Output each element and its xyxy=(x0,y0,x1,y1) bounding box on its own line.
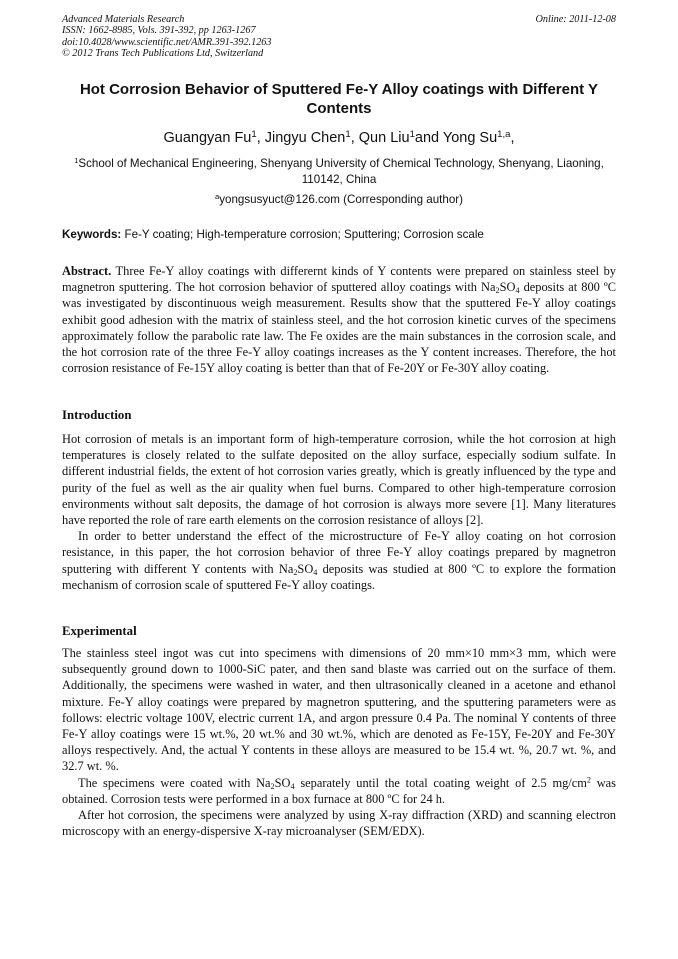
abstract-text: Three Fe-Y alloy coatings with differernt kinds of Y contents were prepared on stainless steel by magnetron sputtering. The hot corrosion behavior of sputtered alloy coatings with Na xyxy=(62,264,616,295)
email-mark: a xyxy=(214,191,220,201)
keywords xyxy=(62,228,616,242)
affiliation-mark: 1 xyxy=(74,155,79,165)
abstract-text: deposits at 800 ºC was investigated by discontinuous weigh measurement. Results show that the sputtered Fe-Y alloy coatings exhibit good adhesion with the matrix of stainless steel, and the hot corrosion kinetic curves of the specimens approximately follow the parabolic rate law. The Fe oxides are the main substances in the corrosion scale, and the hot corrosion rate of the three Fe-Y alloy coatings increases as the Y content increases. Therefore, the hot corrosion resistance of Fe-15Y alloy coating is better than that of Fe-20Y or Fe-30Y alloy coating. xyxy=(62,280,616,376)
subscript: 2 xyxy=(270,781,275,791)
affiliation-text: School of Mechanical Engineering, Shenyang University of Chemical Technology, Shenyang, Liaoning, 110142, China xyxy=(78,157,604,186)
text-run: separately until the total coating weight of 2.5 mg/cm xyxy=(294,775,587,790)
author-list xyxy=(62,129,616,147)
paragraph: Hot corrosion of metals is an important form of high-temperature corrosion, while the hot corrosion at high temperatures is closely related to the sulfate deposited on the alloy surface, especially sodium sulfate. In different industrial fields, the extent of hot corrosion varies greatly, which is greatly influenced by the type and purity of the fuel as well as the air quality when fuel burns. Compared to other high-temperature corrosion environments without salt deposits, the damage of hot corrosion is always more severe [1]. Many literatures have reported the role of rare earth elements on the corrosion resistance of alloys [2]. xyxy=(62,432,616,528)
author-name: Yong Su xyxy=(442,130,498,146)
author-affil-mark: 1 xyxy=(345,128,351,140)
keywords-label: Keywords: xyxy=(62,228,122,241)
author-separator: , xyxy=(510,130,515,146)
issn-line: ISSN: 1662-8985, Vols. 391-392, pp 1263-1267 xyxy=(62,25,256,37)
text-run: was obtained. Corrosion tests were performed in a box furnace at 800 ºC for 24 h. xyxy=(62,775,616,806)
author-name: Jingyu Chen xyxy=(264,130,346,146)
abstract-text: SO xyxy=(499,280,516,295)
keywords-text: Fe-Y coating; High-temperature corrosion; Sputtering; Corrosion scale xyxy=(121,228,484,241)
author-separator: , xyxy=(350,130,359,146)
abstract xyxy=(62,263,616,376)
author-separator: and xyxy=(414,130,443,146)
text-run: In order to better understand the effect of the microstructure of Fe-Y alloy coating on hot corrosion resistance, in this paper, the hot corrosion behavior of three Fe-Y alloy coatings prepared by magnetron sputtering with different Y contents with Na xyxy=(62,529,616,576)
author-affil-mark: 1 xyxy=(409,128,415,140)
abstract-label: Abstract. xyxy=(62,264,112,278)
text-run: deposits was studied at 800 ºC to explore the formation mechanism of corrosion scale of sputtered Fe-Y alloy coatings. xyxy=(62,561,616,592)
author-affil-mark: 1 xyxy=(251,128,257,140)
author-separator: , xyxy=(256,130,265,146)
journal-header xyxy=(62,14,616,60)
subscript: 4 xyxy=(313,567,318,577)
paragraph xyxy=(62,528,616,593)
subscript: 4 xyxy=(515,286,520,296)
author-affil-mark: 1,a xyxy=(497,128,511,140)
text-run: The specimens were coated with Na xyxy=(78,775,271,790)
subscript: 2 xyxy=(495,286,500,296)
affiliation xyxy=(62,156,616,187)
introduction-body xyxy=(62,431,616,593)
paper-title: Hot Corrosion Behavior of Sputtered Fe-Y Alloy coatings with Different Y Contents xyxy=(79,81,599,117)
doi-line: doi:10.4028/www.scientific.net/AMR.391-392.1263 xyxy=(62,36,272,48)
subscript: 4 xyxy=(290,781,295,791)
copyright-line: © 2012 Trans Tech Publications Ltd, Switzerland xyxy=(62,48,264,60)
online-date: Online: 2011-12-08 xyxy=(535,14,616,25)
author-name: Qun Liu xyxy=(358,130,410,146)
section-heading-introduction: Introduction xyxy=(62,408,132,422)
superscript: 2 xyxy=(586,775,591,785)
corresponding-email xyxy=(62,193,616,207)
section-heading-experimental: Experimental xyxy=(62,624,137,638)
text-run: SO xyxy=(274,775,291,790)
email-text: yongsusyuct@126.com (Corresponding author) xyxy=(219,193,464,206)
subscript: 2 xyxy=(293,567,298,577)
paragraph: The stainless steel ingot was cut into specimens with dimensions of 20 mm×10 mm×3 mm, which were subsequently ground down to 1000-SiC pater, and then sand blaste was carried out on the surface of them. Additionally, the specimens were washed in water, and then ultrasonically cleaned in a acetone and ethanol mixture. Fe-Y alloy coatings were prepared by magnetron sputtering, and the sputtering parameters were as follows: electric voltage 100V, electric current 1A, and argon pressure 0.4 Pa. The nominal Y contents of three Fe-Y alloy coatings were 15 wt.%, 20 wt.% and 30 wt.%, which are denoted as Fe-15Y, Fe-20Y and Fe-30Y alloys respectively. And, the actual Y contents in these alloys are measured to be 15.4 wt. %, 20.7 wt. %, and 32.7 wt. %. xyxy=(62,646,616,774)
paragraph: After hot corrosion, the specimens were analyzed by using X-ray diffraction (XRD) and scanning electron microscopy with an energy-dispersive X-ray microanalyser (SEM/EDX). xyxy=(62,808,616,839)
journal-name: Advanced Materials Research xyxy=(62,14,185,25)
text-run: SO xyxy=(297,561,314,576)
experimental-body xyxy=(62,645,616,839)
paragraph xyxy=(62,775,616,807)
author-name: Guangyan Fu xyxy=(163,130,252,146)
